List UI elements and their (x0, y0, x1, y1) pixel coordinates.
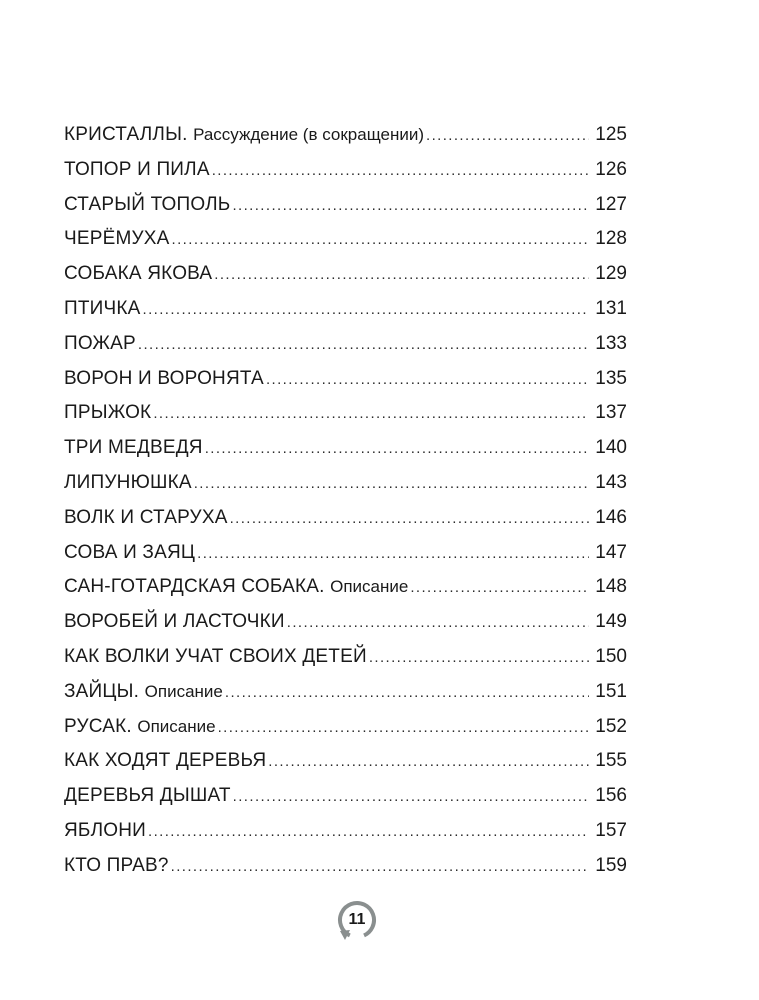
toc-entry-main-title: КАК ВОЛКИ УЧАТ СВОИХ ДЕТЕЙ (64, 645, 367, 667)
toc-entry-page-number: 128 (595, 228, 627, 250)
toc-entry-title (64, 710, 216, 745)
dot-leader (410, 571, 589, 606)
toc-entry (64, 536, 627, 571)
toc-entry-title (64, 536, 195, 571)
dot-leader (426, 119, 589, 154)
toc-entry-title (64, 744, 266, 779)
toc-entry-main-title: ТРИ МЕДВЕДЯ (64, 437, 203, 459)
toc-entry (64, 744, 627, 779)
toc-entry-page-number: 140 (595, 437, 627, 459)
toc-entry-title (64, 849, 169, 884)
toc-entry-main-title: ВОЛК И СТАРУХА (64, 506, 228, 528)
toc-entry-title (64, 605, 285, 640)
toc-entry (64, 675, 627, 710)
toc-entry-title (64, 501, 228, 536)
toc-entry (64, 640, 627, 675)
toc-entry-main-title: ВОРОН И ВОРОНЯТА (64, 367, 264, 389)
toc-entry-page-number: 159 (595, 854, 627, 876)
toc-entry-title (64, 396, 151, 431)
toc-entry-page-number: 155 (595, 750, 627, 772)
toc-entry-main-title: САН-ГОТАРДСКАЯ СОБАКА. (64, 576, 325, 598)
dot-leader (230, 502, 589, 537)
toc-entry-main-title: ПТИЧКА (64, 297, 141, 319)
toc-entry-title (64, 466, 192, 501)
toc-entry-title (64, 188, 230, 223)
dot-leader (369, 641, 589, 676)
toc-entry (64, 431, 627, 466)
dot-leader (232, 189, 589, 224)
toc-entry-main-title: ВОРОБЕЙ И ЛАСТОЧКИ (64, 611, 285, 633)
toc-entry-title (64, 640, 367, 675)
toc-entry-main-title: СТАРЫЙ ТОПОЛЬ (64, 193, 231, 215)
toc-entry-title (64, 779, 231, 814)
toc-entry-page-number: 149 (595, 611, 627, 633)
toc-entry-title (64, 675, 223, 710)
dot-leader (233, 780, 589, 815)
dot-leader (212, 154, 589, 189)
toc-entry-page-number: 156 (595, 785, 627, 807)
toc-entry (64, 710, 627, 745)
toc-entry-title (64, 153, 210, 188)
dot-leader (218, 711, 589, 746)
toc-entry-main-title: РУСАК. (64, 715, 132, 737)
toc-entry-page-number: 146 (595, 506, 627, 528)
toc-entry-title (64, 292, 141, 327)
toc-entry-page-number: 135 (595, 367, 627, 389)
dot-leader (214, 258, 589, 293)
toc-entry (64, 222, 627, 257)
toc-entry (64, 570, 627, 605)
dot-leader (266, 363, 589, 398)
toc-entry-main-title: ЧЕРЁМУХА (64, 228, 170, 250)
toc-entry-title (64, 257, 212, 292)
dot-leader (268, 745, 589, 780)
dot-leader (197, 537, 589, 572)
toc-entry-page-number: 137 (595, 402, 627, 424)
toc-entry-main-title: ДЕРЕВЬЯ ДЫШАТ (64, 785, 231, 807)
page-number-badge (336, 900, 378, 942)
toc-entry (64, 362, 627, 397)
toc-entry-page-number: 157 (595, 819, 627, 841)
dot-leader (287, 606, 589, 641)
toc-entry-main-title: ЯБЛОНИ (64, 819, 147, 841)
toc-entry-main-title: КАК ХОДЯТ ДЕРЕВЬЯ (64, 750, 267, 772)
toc-entry (64, 188, 627, 223)
toc-entry-subtitle: Описание (330, 577, 409, 597)
toc-entry-title (64, 327, 136, 362)
toc-entry (64, 605, 627, 640)
toc-entry (64, 396, 627, 431)
dot-leader (138, 328, 589, 363)
toc-entry (64, 814, 627, 849)
toc-entry-page-number: 148 (595, 576, 627, 598)
toc-entry-title (64, 431, 203, 466)
toc-entry-page-number: 125 (595, 124, 627, 145)
toc-entry-main-title: КРИСТАЛЛЫ. (64, 124, 188, 145)
dot-leader (153, 397, 589, 432)
toc-entry (64, 257, 627, 292)
dot-leader (225, 676, 589, 711)
table-of-contents (64, 118, 627, 884)
toc-entry-main-title: ПОЖАР (64, 332, 136, 354)
dot-leader (148, 815, 589, 850)
toc-entry-title (64, 570, 408, 605)
dot-leader (205, 432, 589, 467)
toc-entry-subtitle: Рассуждение (в сокращении) (193, 125, 425, 144)
toc-entry-page-number: 133 (595, 332, 627, 354)
toc-entry-main-title: СОБАКА ЯКОВА (64, 263, 213, 285)
toc-entry (64, 501, 627, 536)
toc-entry-page-number: 151 (595, 680, 627, 702)
toc-entry-page-number: 147 (595, 541, 627, 563)
dot-leader (172, 223, 589, 258)
toc-entry-title (64, 362, 264, 397)
toc-entry (64, 153, 627, 188)
toc-entry-main-title: ЗАЙЦЫ. (64, 680, 140, 702)
toc-entry (64, 466, 627, 501)
dot-leader (143, 293, 589, 328)
toc-entry-page-number: 131 (595, 297, 627, 319)
toc-entry (64, 849, 627, 884)
toc-entry-subtitle: Описание (137, 716, 216, 736)
toc-entry (64, 327, 627, 362)
page-number: 11 (348, 911, 366, 928)
toc-entry-page-number: 126 (595, 158, 627, 180)
toc-entry (64, 779, 627, 814)
dot-leader (171, 850, 589, 885)
toc-entry-main-title: ПРЫЖОК (64, 402, 152, 424)
toc-entry-main-title: КТО ПРАВ? (64, 854, 169, 876)
toc-entry (64, 118, 627, 153)
toc-entry-page-number: 143 (595, 471, 627, 493)
toc-entry-title (64, 222, 170, 257)
dot-leader (194, 467, 589, 502)
toc-entry-subtitle: Описание (144, 681, 223, 701)
toc-entry-title (64, 814, 146, 849)
toc-entry-page-number: 150 (595, 645, 627, 667)
toc-entry-main-title: СОВА И ЗАЯЦ (64, 541, 196, 563)
toc-entry-page-number: 129 (595, 263, 627, 285)
toc-entry-page-number: 152 (595, 715, 627, 737)
toc-entry-page-number: 127 (595, 193, 627, 215)
toc-entry-title (64, 118, 424, 153)
toc-entry (64, 292, 627, 327)
toc-entry-main-title: ТОПОР И ПИЛА (64, 158, 210, 180)
toc-entry-main-title: ЛИПУНЮШКА (64, 471, 192, 493)
